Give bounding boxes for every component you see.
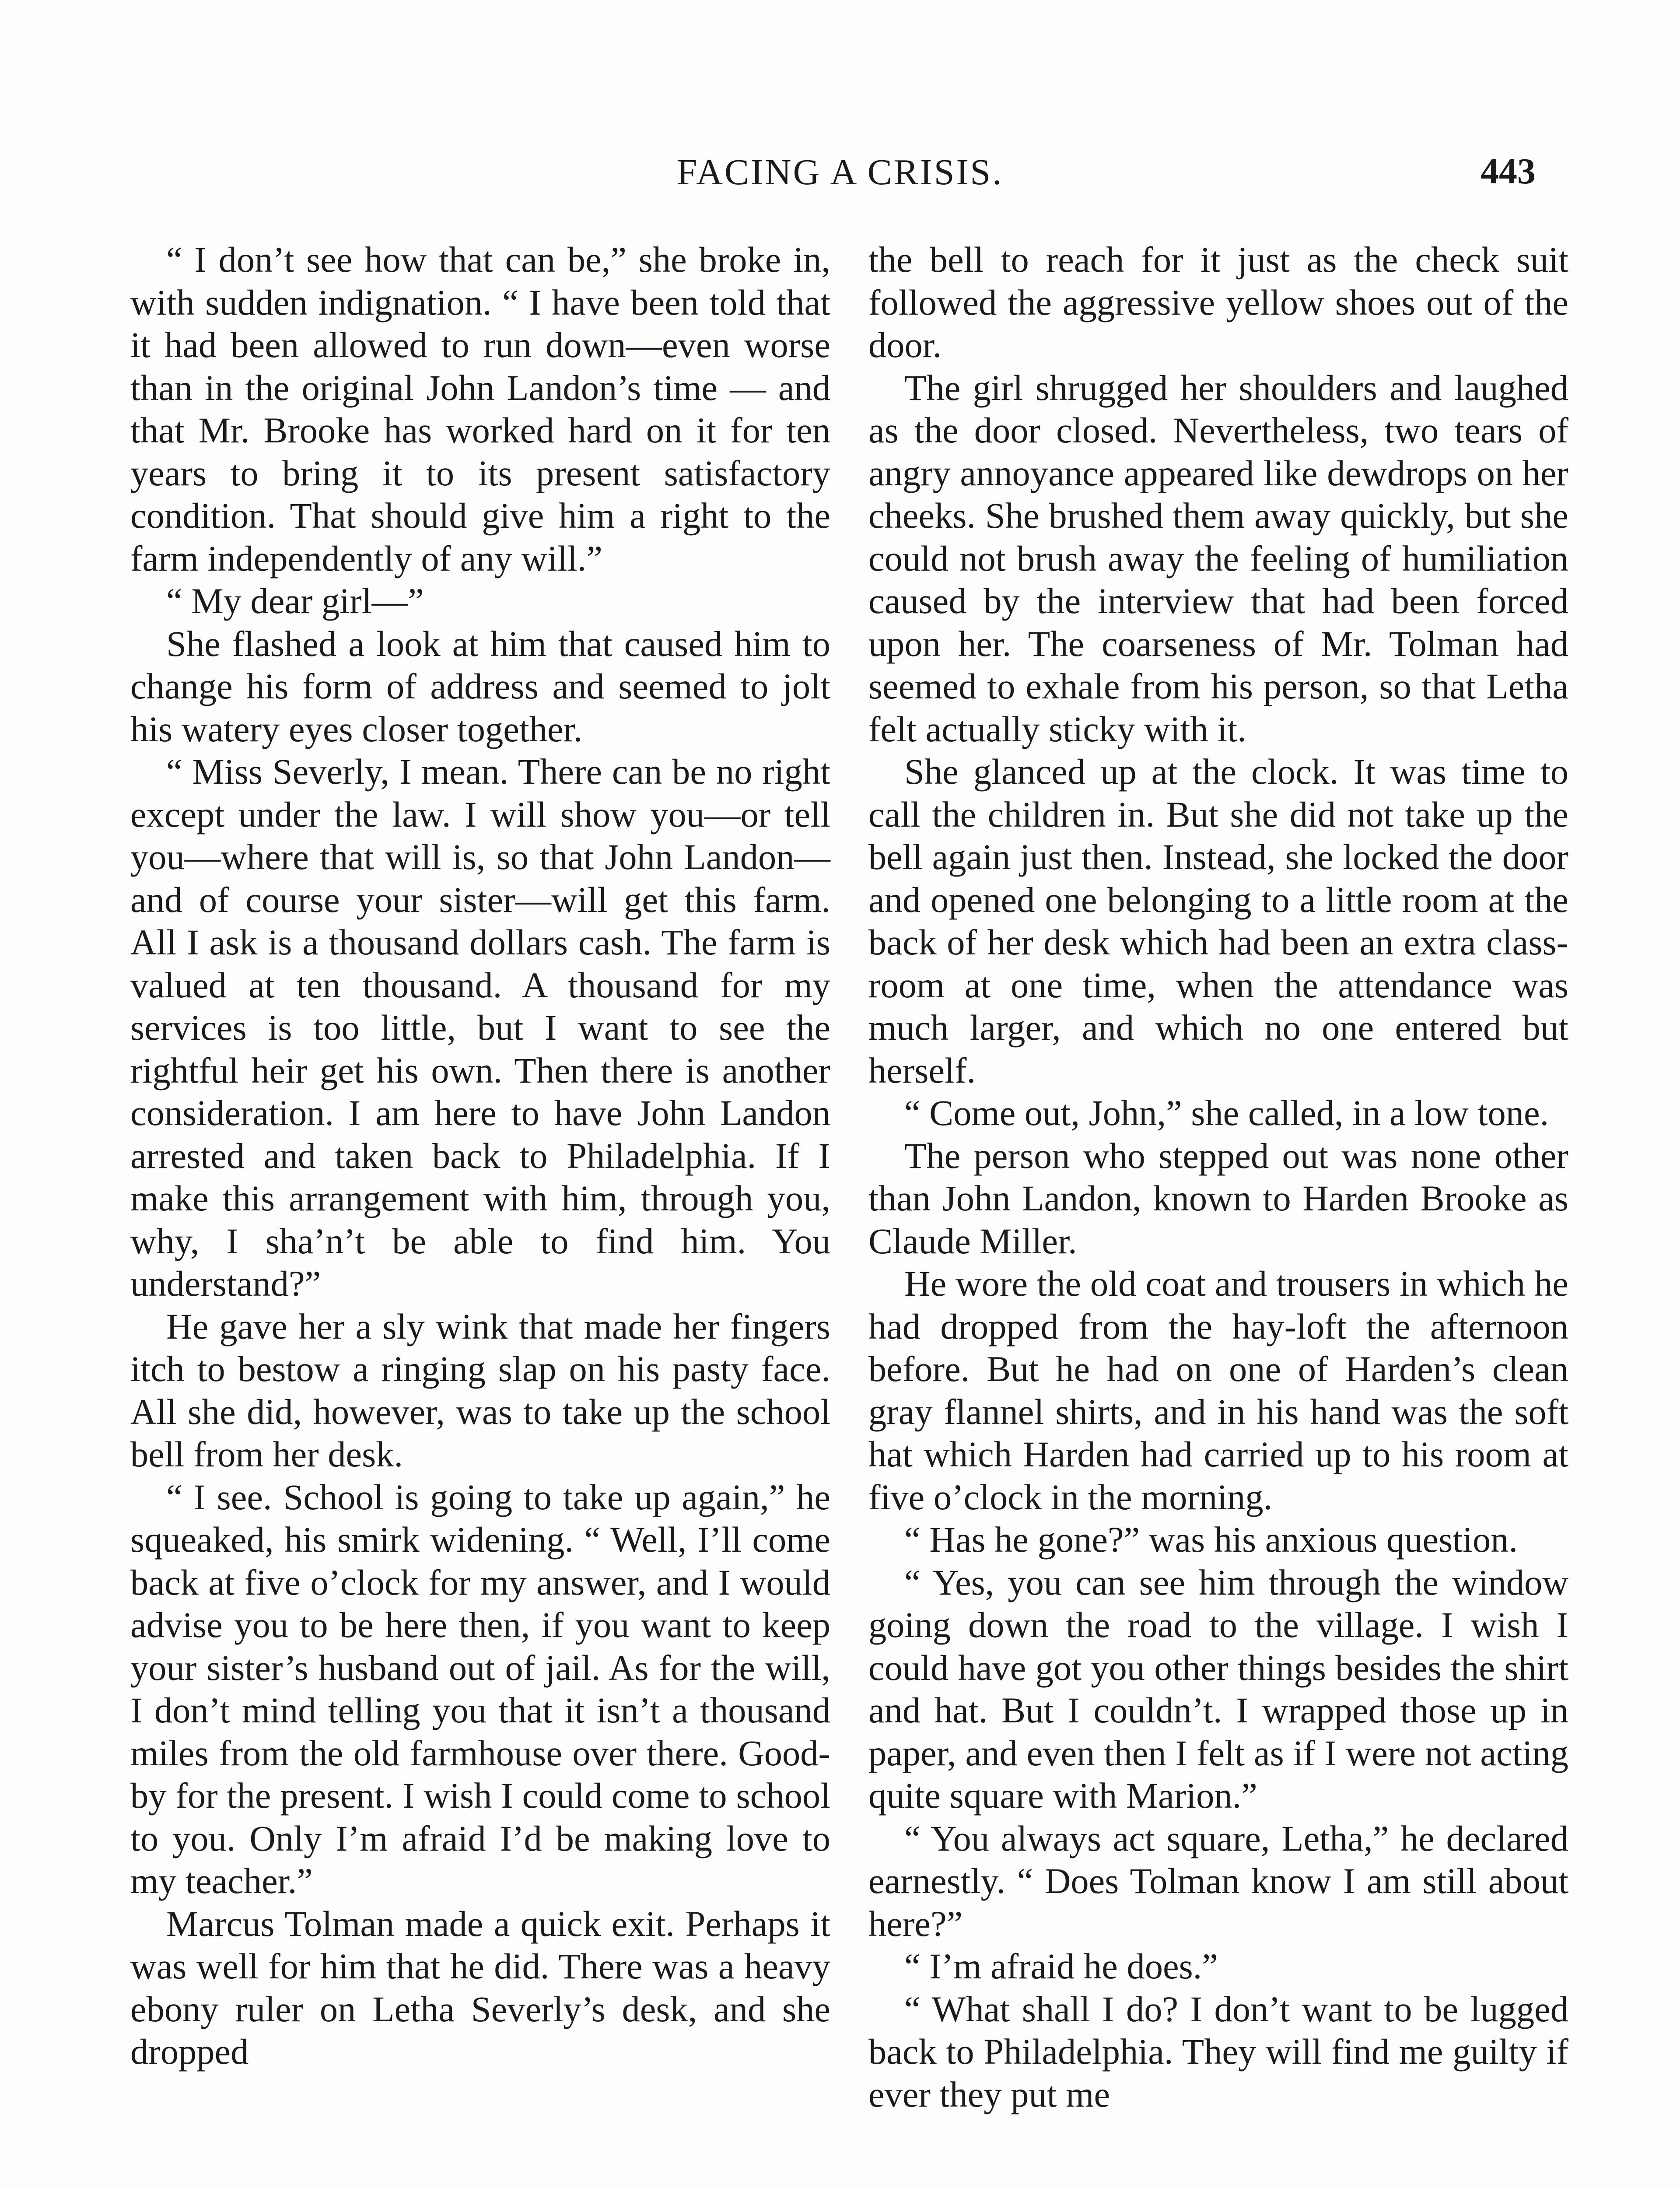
paragraph: “ I’m afraid he does.” [904,1946,1218,1986]
paragraph: The girl shrugged her shoulders and laughed as the door closed. Nevertheless, two tears of angry annoyance appeared like dewdrops on her cheeks. She brushed them away quickly, but she could not brush away the feeling of humiliation caused by the interview that had been forced upon her. The coarseness of Mr. Tolman had seemed to exhale from his person, so that Letha felt actually sticky with it. [868,367,1568,749]
paragraph: “ I see. School is going to take up again,” he squeaked, his smirk widening. “ Well, I’ll come back at five o’clock for my answer, and I would advise you to be here then, if you want to keep your sister’s husband out of jail. As for the will, I don’t mind telling you that it isn’t a thousand miles from the old farmhouse over there. Good-by for the present. I wish I could come to school to you. Only I’m afraid I’d be making love to my teacher.” [130,1476,830,1901]
paragraph: He gave her a sly wink that made her fingers itch to bestow a ringing slap on his pasty face. All she did, however, was to take up the school bell from her desk. [130,1306,830,1474]
right-column [868,238,1568,2116]
paragraph: “ Has he gone?” was his anxious question. [904,1519,1518,1560]
page-number: 443 [1480,151,1536,192]
paragraph: She flashed a look at him that caused him to change his form of address and seemed to jolt his watery eyes closer together. [130,623,830,749]
paragraph: She glanced up at the clock. It was time to call the children in. But she did not take up the bell again just then. Instead, she locked the door and opened one belonging to a little room at the back of her desk which had been an extra class-room at one time, when the attendance was much larger, and which no one entered but herself. [868,751,1568,1090]
paragraph-continued: the bell to reach for it just as the check suit followed the aggressive yellow shoes out of the door. [868,239,1568,365]
paragraph: “ My dear girl—” [166,581,424,621]
paragraph: “ Come out, John,” she called, in a low tone. [904,1093,1549,1133]
paragraph: He wore the old coat and trousers in which he had dropped from the hay-loft the afternoon before. But he had on one of Harden’s clean gray flannel shirts, and in his hand was the soft hat which Harden had carried up to his room at five o’clock in the morning. [868,1263,1568,1517]
paragraph: “ Yes, you can see him through the window going down the road to the village. I wish I could have got you other things besides the shirt and hat. But I couldn’t. I wrapped those up in paper, and even then I felt as if I were not acting quite square with Marion.” [868,1562,1568,1816]
paragraph: The person who stepped out was none other than John Landon, known to Harden Brooke as Claude Miller. [868,1135,1568,1261]
paragraph: Marcus Tolman made a quick exit. Perhaps it was well for him that he did. There was a heavy ebony ruler on Letha Severly’s desk, and she dropped [130,1903,830,2072]
left-column [130,238,830,2073]
paragraph: “ Miss Severly, I mean. There can be no right except under the law. I will show you—or tell you—where that will is, so that John Landon—and of course your sister—will get this farm. All I ask is a thousand dollars cash. The farm is valued at ten thousand. A thousand for my services is too little, but I want to see the rightful heir get his own. Then there is another consideration. I am here to have John Landon arrested and taken back to Philadelphia. If I make this arrangement with him, through you, why, I sha’n’t be able to find him. You understand?” [130,751,830,1304]
paragraph: “ I don’t see how that can be,” she broke in, with sudden indignation. “ I have been told that it had been allowed to run down—even worse than in the original John Landon’s time — and that Mr. Brooke has worked hard on it for ten years to bring it to its present satisfactory condition. That should give him a right to the farm independently of any will.” [130,239,830,579]
paragraph: “ You always act square, Letha,” he declared earnestly. “ Does Tolman know I am still about here?” [868,1818,1568,1944]
running-title: FACING A CRISIS. [676,152,1004,193]
paragraph: “ What shall I do? I don’t want to be lugged back to Philadelphia. They will find me guilty if ever they put me [868,1988,1568,2114]
